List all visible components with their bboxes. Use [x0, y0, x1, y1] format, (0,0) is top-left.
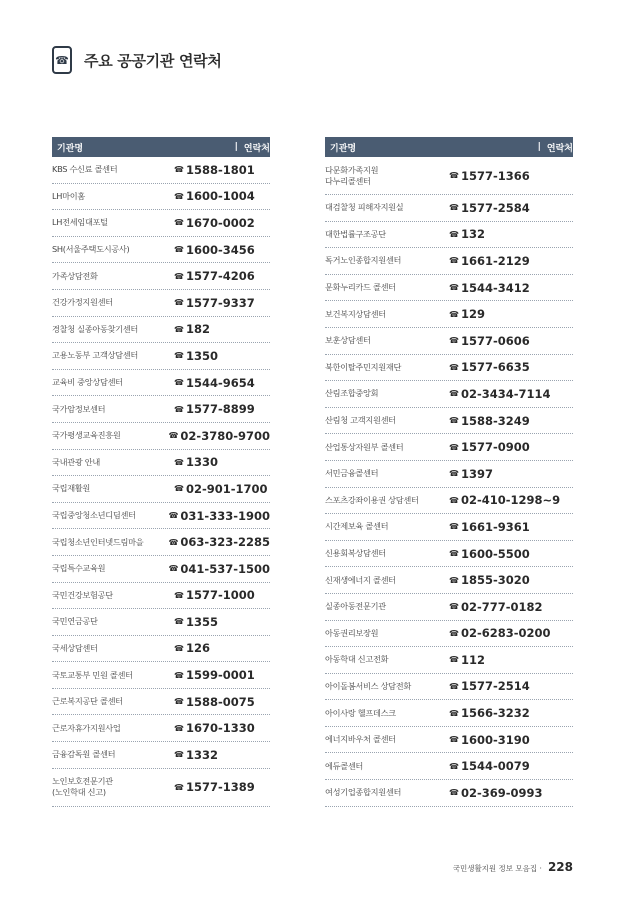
- agency-name: 아동학대 신고전화: [325, 654, 389, 665]
- agency-name: 근로복지공단 콜센터: [52, 696, 123, 707]
- telephone-icon: ☎: [449, 362, 459, 372]
- telephone-icon: ☎: [449, 655, 459, 665]
- table-row: [325, 355, 573, 382]
- agency-name: 산림조합중앙회: [325, 388, 379, 399]
- table-row: [52, 529, 270, 556]
- phone-number: [174, 455, 218, 469]
- table-row: [52, 290, 270, 317]
- phone-number: [449, 626, 551, 640]
- telephone-icon: ☎: [449, 788, 459, 798]
- phone-value: 1577-0900: [460, 440, 530, 455]
- table-row: [52, 583, 270, 610]
- table-row: [325, 408, 573, 435]
- telephone-icon: ☎: [174, 271, 184, 281]
- phone-value: 1577-1366: [460, 168, 530, 183]
- telephone-icon: ☎: [449, 256, 459, 266]
- table-row: [325, 647, 573, 674]
- agency-name: 국민연금공단: [52, 616, 98, 627]
- table-row: [325, 541, 573, 568]
- telephone-icon: ☎: [449, 708, 459, 718]
- phone-value: 02-777-0182: [460, 599, 543, 614]
- table-row: [325, 222, 573, 249]
- agency-name: 독거노인종합지원센터: [325, 255, 402, 266]
- telephone-icon: ☎: [174, 351, 184, 361]
- agency-name: 국세상담센터: [52, 642, 98, 653]
- telephone-icon: ☎: [174, 298, 184, 308]
- phone-value: 1855-3020: [460, 573, 530, 588]
- header-contact: 연락처: [243, 143, 270, 154]
- telephone-icon: ☎: [168, 564, 179, 574]
- phone-number: [174, 668, 255, 682]
- table-row: [52, 157, 270, 184]
- telephone-icon: ☎: [174, 723, 184, 733]
- contacts-table-right: [325, 137, 573, 807]
- telephone-icon: ☎: [174, 697, 184, 707]
- phone-number: [174, 349, 218, 363]
- table-header: [52, 137, 270, 157]
- phone-number: [449, 653, 485, 667]
- phone-number: [174, 189, 255, 203]
- phone-value: 112: [460, 652, 485, 667]
- phone-number: [449, 307, 485, 321]
- phone-number: [449, 679, 530, 693]
- table-row: [325, 674, 573, 701]
- phone-value: 1588-0075: [185, 694, 255, 709]
- table-row: [325, 328, 573, 355]
- phone-value: 1577-9337: [185, 295, 255, 310]
- phone-value: 1397: [460, 466, 493, 481]
- agency-name: 국내관광 안내: [52, 456, 100, 467]
- agency-name: 아동권리보장원: [325, 627, 379, 638]
- agency-name: 신재생에너지 콜센터: [325, 574, 396, 585]
- telephone-icon: ☎: [174, 404, 184, 414]
- agency-name: 서민금융콜센터: [325, 468, 379, 479]
- table-row: [52, 636, 270, 663]
- phone-number: [168, 509, 270, 523]
- table-body-left: [52, 157, 270, 807]
- table-row: [325, 434, 573, 461]
- phone-value: 1577-2584: [460, 200, 530, 215]
- telephone-icon: ☎: [168, 537, 179, 547]
- agency-name: 아이사랑 헬프데스크: [325, 707, 396, 718]
- phone-value: 1355: [185, 614, 218, 629]
- telephone-icon: ☎: [449, 549, 459, 559]
- table-header: [325, 137, 573, 157]
- phone-value: 1588-1801: [185, 162, 255, 177]
- agency-name: 국립중앙청소년디딤센터: [52, 510, 136, 521]
- table-row: [52, 343, 270, 370]
- agency-name: 스포츠강좌이용권 상담센터: [325, 494, 419, 505]
- phone-value: 02-3434-7114: [460, 386, 551, 401]
- phone-value: 02-6283-0200: [460, 626, 551, 641]
- header-agency: 기관명: [57, 143, 84, 154]
- phone-value: 1588-3249: [460, 413, 530, 428]
- phone-value: 031-333-1900: [180, 508, 270, 523]
- agency-name: 국민건강보험공단: [52, 589, 113, 600]
- table-row: [325, 157, 573, 195]
- telephone-icon: ☎: [174, 324, 184, 334]
- phone-value: 1661-2129: [460, 253, 530, 268]
- table-row: [325, 621, 573, 648]
- table-row: [325, 727, 573, 754]
- table-row: [52, 423, 270, 450]
- phone-value: 1577-1000: [185, 588, 255, 603]
- phone-number: [168, 535, 270, 549]
- footer-text: 국민생활지원 정보 모음집 ·: [452, 864, 542, 873]
- table-row: [52, 237, 270, 264]
- phone-value: 1544-0079: [460, 759, 530, 774]
- phone-number: [174, 163, 255, 177]
- header-agency: 기관명: [330, 143, 357, 154]
- telephone-icon: ☎: [174, 457, 184, 467]
- phone-number: [449, 520, 530, 534]
- phone-number: [174, 402, 255, 416]
- phone-number: [174, 641, 210, 655]
- phone-number: [174, 695, 255, 709]
- phone-value: 041-537-1500: [180, 561, 270, 576]
- phone-number: [174, 376, 255, 390]
- phone-number: [449, 493, 560, 507]
- telephone-icon: ☎: [449, 283, 459, 293]
- agency-name: 문화누리카드 콜센터: [325, 282, 396, 293]
- table-row: [325, 753, 573, 780]
- telephone-icon: ☎: [449, 628, 459, 638]
- agency-name: 여성기업종합지원센터: [325, 787, 402, 798]
- agency-name: SH(서울주택도시공사): [52, 244, 130, 255]
- phone-value: 1577-6635: [460, 360, 530, 375]
- table-row: [325, 275, 573, 302]
- table-row: [52, 715, 270, 742]
- agency-name: 다문화가족지원 다누리콜센터: [325, 164, 379, 186]
- phone-value: 1577-8899: [185, 402, 255, 417]
- agency-name: 보건복지상담센터: [325, 308, 386, 319]
- agency-name: 노인보호전문기관 (노인학대 신고): [52, 776, 113, 798]
- phone-value: 1600-3190: [460, 732, 530, 747]
- phone-value: 1599-0001: [185, 668, 255, 683]
- phone-icon: ☎: [52, 46, 72, 74]
- table-row: [52, 263, 270, 290]
- phone-number: [168, 429, 270, 443]
- phone-number: [174, 748, 218, 762]
- phone-number: [449, 414, 530, 428]
- table-row: [52, 210, 270, 237]
- phone-number: [174, 296, 255, 310]
- page-title: 주요 공공기관 연락처: [84, 51, 222, 70]
- table-row: [52, 769, 270, 807]
- agency-name: 산업통상자원부 콜센터: [325, 441, 404, 452]
- telephone-icon: ☎: [449, 575, 459, 585]
- telephone-icon: ☎: [174, 378, 184, 388]
- table-row: [52, 317, 270, 344]
- agency-name: 국가평생교육진흥원: [52, 430, 121, 441]
- phone-number: [449, 547, 530, 561]
- table-body-right: [325, 157, 573, 807]
- phone-value: 1566-3232: [460, 706, 530, 721]
- table-row: [52, 609, 270, 636]
- agency-name: 아이돌봄서비스 상담전화: [325, 680, 412, 691]
- phone-number: [449, 759, 530, 773]
- agency-name: 대검찰청 피해자지원실: [325, 202, 404, 213]
- telephone-icon: ☎: [168, 511, 179, 521]
- phone-value: 1577-2514: [460, 679, 530, 694]
- table-row: [325, 488, 573, 515]
- telephone-icon: ☎: [174, 165, 184, 175]
- telephone-icon: ☎: [174, 750, 184, 760]
- phone-value: 1600-3456: [185, 242, 255, 257]
- phone-value: 1577-0606: [460, 333, 530, 348]
- phone-number: [449, 254, 530, 268]
- phone-number: [174, 588, 255, 602]
- table-row: [325, 700, 573, 727]
- phone-number: [449, 360, 530, 374]
- telephone-icon: ☎: [449, 203, 459, 213]
- phone-number: [449, 169, 530, 183]
- phone-number: [449, 786, 543, 800]
- agency-name: 보훈상담센터: [325, 335, 371, 346]
- telephone-icon: ☎: [449, 171, 459, 180]
- phone-value: 1544-9654: [185, 375, 255, 390]
- telephone-icon: ☎: [168, 431, 179, 441]
- phone-value: 126: [185, 641, 210, 656]
- phone-value: 1661-9361: [460, 519, 530, 534]
- agency-name: 근로자휴가지원사업: [52, 722, 121, 733]
- table-row: [325, 195, 573, 222]
- agency-name: 실종아동전문기관: [325, 601, 386, 612]
- agency-name: 국립청소년인터넷드림마을: [52, 536, 144, 547]
- phone-value: 1670-0002: [185, 215, 255, 230]
- page-footer: [453, 860, 573, 874]
- table-row: [325, 594, 573, 621]
- phone-number: [168, 562, 270, 576]
- phone-value: 02-3780-9700: [180, 428, 270, 443]
- telephone-icon: ☎: [174, 484, 184, 494]
- table-row: [52, 476, 270, 503]
- telephone-icon: ☎: [174, 245, 184, 255]
- table-row: [325, 301, 573, 328]
- phone-value: 063-323-2285: [180, 535, 270, 550]
- table-row: [325, 381, 573, 408]
- phone-number: [449, 334, 530, 348]
- telephone-icon: ☎: [449, 442, 459, 452]
- table-row: [325, 567, 573, 594]
- phone-number: [174, 269, 255, 283]
- telephone-icon: ☎: [449, 469, 459, 479]
- table-row: [325, 461, 573, 488]
- telephone-icon: ☎: [174, 782, 184, 792]
- telephone-icon: ☎: [174, 617, 184, 627]
- phone-value: 02-410-1298~9: [460, 493, 561, 508]
- telephone-icon: ☎: [174, 590, 184, 600]
- phone-number: [449, 733, 530, 747]
- agency-name: 국토교통부 민원 콜센터: [52, 669, 133, 680]
- contacts-table-left: [52, 137, 270, 807]
- phone-number: [449, 573, 530, 587]
- phone-value: 129: [460, 307, 485, 322]
- phone-number: [449, 227, 485, 241]
- agency-name: LH전세임대포털: [52, 217, 108, 228]
- agency-name: 에너지바우처 콜센터: [325, 734, 396, 745]
- agency-name: KBS 수신료 콜센터: [52, 164, 118, 175]
- agency-name: 시간제보육 콜센터: [325, 521, 389, 532]
- telephone-icon: ☎: [449, 495, 459, 505]
- header-contact: 연락처: [546, 143, 573, 154]
- phone-number: [174, 721, 255, 735]
- table-row: [325, 248, 573, 275]
- table-row: [52, 184, 270, 211]
- header-separator: |: [537, 142, 541, 152]
- agency-name: 에듀콜센터: [325, 760, 364, 771]
- page-header: [52, 46, 222, 74]
- phone-value: 1330: [185, 455, 218, 470]
- table-row: [325, 514, 573, 541]
- telephone-icon: ☎: [449, 229, 459, 239]
- phone-value: 1600-1004: [185, 189, 255, 204]
- phone-value: 1600-5500: [460, 546, 530, 561]
- phone-value: 132: [460, 227, 485, 242]
- agency-name: 가족상담전화: [52, 270, 98, 281]
- phone-value: 1332: [185, 747, 218, 762]
- phone-value: 1544-3412: [460, 280, 530, 295]
- agency-name: 산림청 고객지원센터: [325, 415, 396, 426]
- telephone-icon: ☎: [449, 336, 459, 346]
- table-row: [52, 396, 270, 423]
- table-row: [325, 780, 573, 807]
- phone-number: [449, 387, 551, 401]
- phone-number: [449, 467, 493, 481]
- table-row: [52, 370, 270, 397]
- phone-value: 1350: [185, 348, 218, 363]
- telephone-icon: ☎: [174, 191, 184, 201]
- agency-name: 신용회복상담센터: [325, 548, 386, 559]
- agency-name: LH마이홈: [52, 190, 85, 201]
- phone-value: 02-901-1700: [185, 481, 268, 496]
- agency-name: 금융감독원 콜센터: [52, 749, 116, 760]
- telephone-icon: ☎: [449, 416, 459, 426]
- table-row: [52, 689, 270, 716]
- table-row: [52, 503, 270, 530]
- phone-number: [174, 615, 218, 629]
- phone-number: [174, 780, 255, 794]
- telephone-icon: ☎: [449, 522, 459, 532]
- telephone-icon: ☎: [174, 218, 184, 228]
- phone-value: 182: [185, 322, 210, 337]
- agency-name: 국립재활원: [52, 483, 91, 494]
- agency-name: 국가암정보센터: [52, 403, 106, 414]
- agency-name: 국립특수교육원: [52, 563, 106, 574]
- phone-number: [449, 281, 530, 295]
- telephone-icon: ☎: [449, 735, 459, 745]
- phone-number: [174, 243, 255, 257]
- phone-number: [174, 322, 210, 336]
- phone-number: [174, 482, 268, 496]
- phone-value: 1577-4206: [185, 269, 255, 284]
- phone-value: 02-369-0993: [460, 785, 543, 800]
- phone-number: [449, 201, 530, 215]
- table-row: [52, 742, 270, 769]
- page-number: 228: [547, 860, 573, 874]
- telephone-icon: ☎: [449, 389, 459, 399]
- header-separator: |: [234, 142, 238, 152]
- agency-name: 대한법률구조공단: [325, 228, 386, 239]
- table-row: [52, 662, 270, 689]
- agency-name: 교육비 중앙상담센터: [52, 377, 123, 388]
- phone-value: 1670-1330: [185, 721, 255, 736]
- agency-name: 북한이탈주민지원재단: [325, 361, 402, 372]
- telephone-icon: ☎: [449, 309, 459, 319]
- agency-name: 고용노동부 고객상담센터: [52, 350, 139, 361]
- table-row: [52, 450, 270, 477]
- phone-number: [449, 600, 543, 614]
- phone-number: [449, 440, 530, 454]
- telephone-icon: ☎: [449, 602, 459, 612]
- telephone-icon: ☎: [174, 643, 184, 653]
- telephone-icon: ☎: [174, 670, 184, 680]
- table-row: [52, 556, 270, 583]
- phone-value: 1577-1389: [185, 780, 255, 795]
- phone-number: [174, 216, 255, 230]
- agency-name: 건강가정지원센터: [52, 297, 113, 308]
- agency-name: 경찰청 실종아동찾기센터: [52, 323, 139, 334]
- telephone-icon: ☎: [449, 681, 459, 691]
- phone-number: [449, 706, 530, 720]
- telephone-icon: ☎: [449, 761, 459, 771]
